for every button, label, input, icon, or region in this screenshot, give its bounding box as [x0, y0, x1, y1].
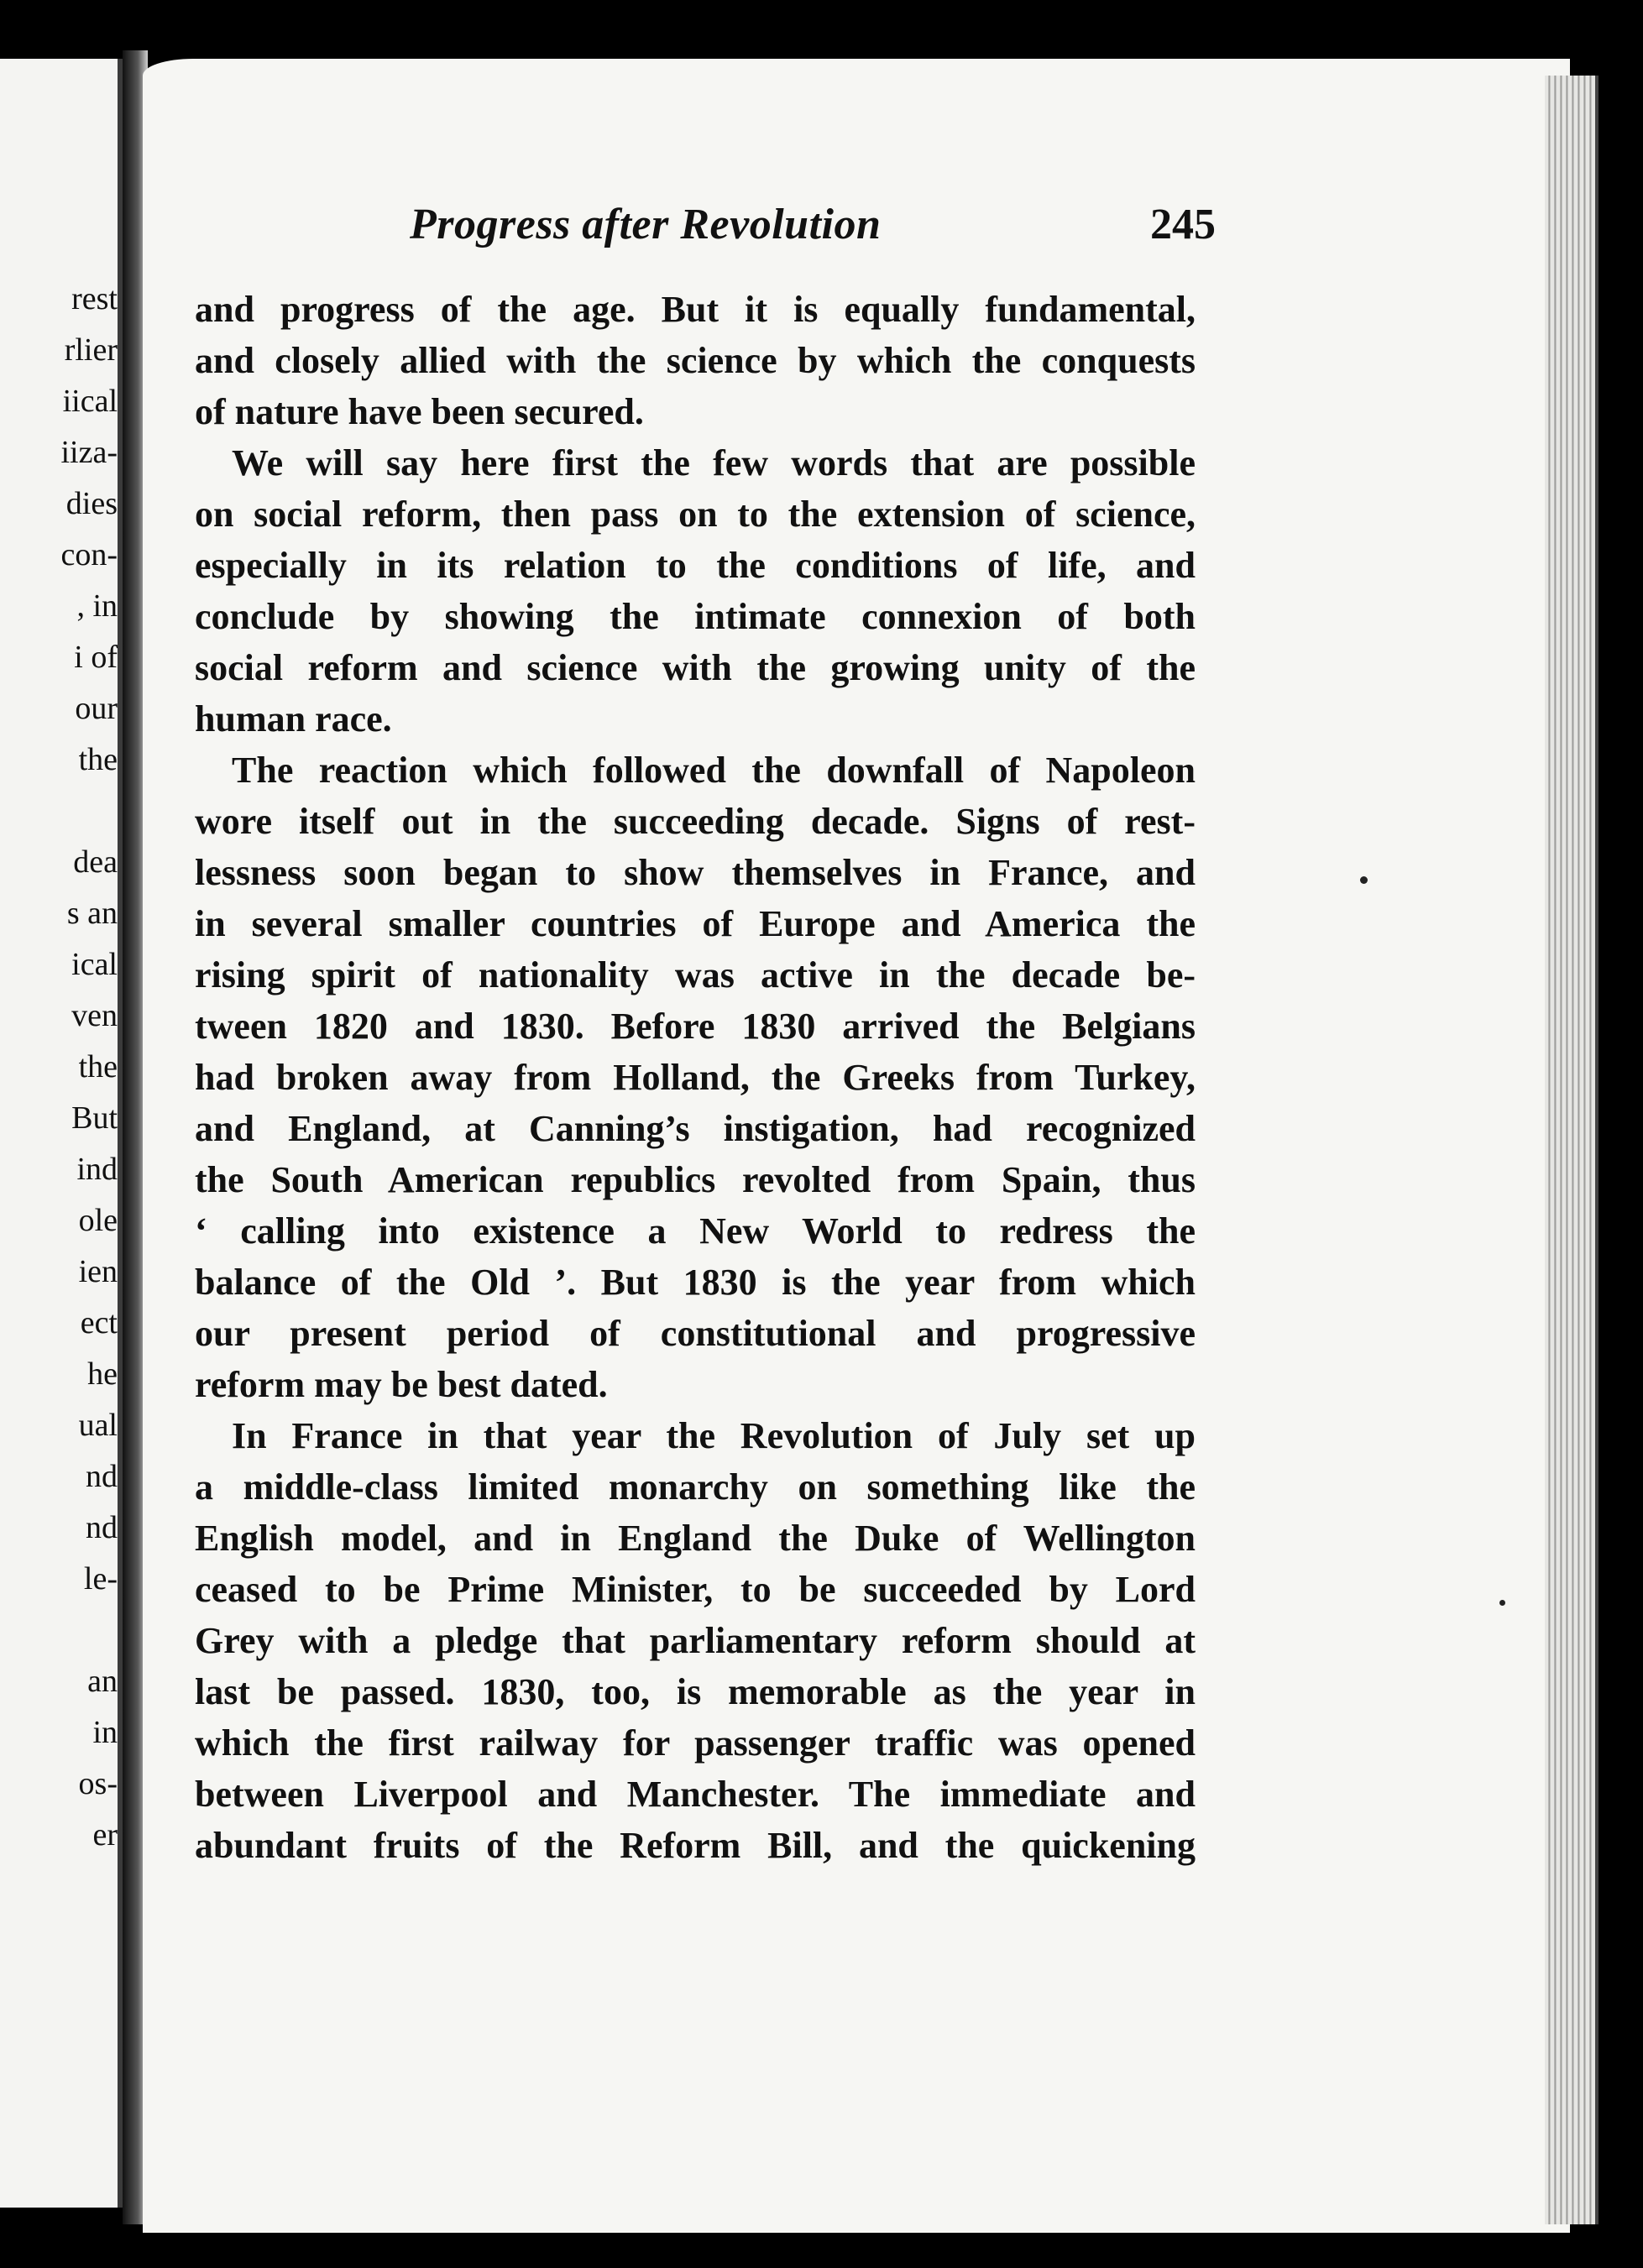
facing-page-line: he: [87, 1356, 118, 1392]
facing-page-line: con-: [60, 537, 118, 572]
text-line: rising spirit of nationality was active in the decade be-: [195, 954, 1196, 996]
text-line: ‘ calling into existence a New World to redress the: [195, 1210, 1196, 1252]
text-line: on social reform, then pass on to the extension of science,: [195, 494, 1196, 535]
paragraph: [195, 437, 1196, 745]
text-line: human race.: [195, 698, 392, 739]
paragraph: [195, 1410, 1196, 1871]
text-line: in several smaller countries of Europe and America the: [195, 903, 1196, 944]
text-line: ceased to be Prime Minister, to be succeeded by Lord: [195, 1569, 1196, 1610]
facing-page-line: [17, 1605, 118, 1656]
facing-page-line: os-: [78, 1766, 118, 1801]
text-line: In France in that year the Revolution of July set up: [232, 1415, 1196, 1456]
text-line: reform may be best dated.: [195, 1364, 608, 1405]
text-line: our present period of constitutional and progressive: [195, 1313, 1196, 1354]
text-line: of nature have been secured.: [195, 391, 644, 432]
facing-page-line: s an: [66, 896, 118, 931]
facing-page-line: the: [78, 1049, 118, 1084]
text-line: and progress of the age. But it is equally fundamental,: [195, 289, 1196, 330]
text-line: especially in its relation to the conditions of life, and: [195, 545, 1196, 586]
text-line: English model, and in England the Duke of Wellington: [195, 1518, 1196, 1559]
facing-page-line: iiza-: [60, 435, 118, 470]
facing-page-line: ect: [80, 1305, 118, 1340]
facing-page-line: ole: [78, 1203, 118, 1238]
text-line: and closely allied with the science by which the conquests: [195, 340, 1196, 381]
text-line: last be passed. 1830, too, is memorable as the year in: [195, 1671, 1196, 1712]
paragraph: [195, 284, 1196, 437]
facing-page-line: rlier: [64, 332, 118, 368]
facing-page-line: er: [92, 1817, 118, 1853]
text-line: Grey with a pledge that parliamentary reform should at: [195, 1620, 1196, 1661]
text-line: which the first railway for passenger traffic was opened: [195, 1722, 1196, 1764]
facing-page-line: nd: [86, 1510, 118, 1545]
facing-page-line: our: [75, 691, 118, 726]
facing-page-line: ical: [71, 947, 118, 982]
facing-page-line: But: [71, 1100, 118, 1136]
text-line: conclude by showing the intimate connexion of both: [195, 596, 1196, 637]
facing-page-line: , in: [76, 588, 118, 624]
text-line: a middle-class limited monarchy on something like the: [195, 1466, 1196, 1508]
text-line: had broken away from Holland, the Greeks from Turkey,: [195, 1057, 1196, 1098]
facing-page-line: in: [92, 1715, 118, 1750]
facing-page-line: dea: [73, 844, 118, 880]
facing-page: [0, 59, 123, 2208]
text-line: social reform and science with the growing unity of the: [195, 647, 1196, 688]
text-line: tween 1820 and 1830. Before 1830 arrived the Belgians: [195, 1006, 1196, 1047]
page-number: 245: [1150, 201, 1216, 248]
text-line: abundant fruits of the Reform Bill, and the quickening: [195, 1825, 1196, 1866]
text-line: The reaction which followed the downfall of Napoleon: [232, 750, 1196, 791]
text-line: lessness soon began to show themselves in France, and: [195, 852, 1196, 893]
paragraph: [195, 745, 1196, 1410]
facing-page-line: rest: [71, 281, 118, 316]
facing-page-line: ven: [71, 998, 118, 1033]
facing-page-line: iical: [62, 384, 118, 419]
text-line: We will say here first the few words that are possible: [232, 442, 1196, 483]
text-line: the South American republics revolted from Spain, thus: [195, 1159, 1196, 1200]
facing-page-line: ual: [78, 1408, 118, 1443]
scan-speck: [1499, 1600, 1505, 1606]
facing-page-line: nd: [86, 1459, 118, 1494]
facing-page-line: le-: [83, 1561, 118, 1596]
facing-page-line: dies: [65, 486, 118, 521]
scan-speck: [1360, 876, 1368, 884]
facing-page-line: [17, 786, 118, 837]
facing-page-line: the: [78, 742, 118, 777]
facing-page-line: i of: [74, 640, 118, 675]
facing-page-line: ien: [78, 1254, 118, 1289]
body-text: [195, 284, 1196, 1871]
facing-page-text-fragments: [17, 274, 118, 1861]
text-line: balance of the Old ’. But 1830 is the year from which: [195, 1262, 1196, 1303]
text-line: and England, at Canning’s instigation, had recognized: [195, 1108, 1196, 1149]
running-head: [410, 200, 1216, 259]
running-title: Progress after Revolution: [410, 201, 882, 248]
facing-page-line: ind: [76, 1152, 118, 1187]
page-edges: [1545, 76, 1599, 2224]
text-line: between Liverpool and Manchester. The immediate and: [195, 1774, 1196, 1815]
facing-page-line: an: [87, 1664, 118, 1699]
text-line: wore itself out in the succeeding decade. Signs of rest-: [195, 801, 1196, 842]
